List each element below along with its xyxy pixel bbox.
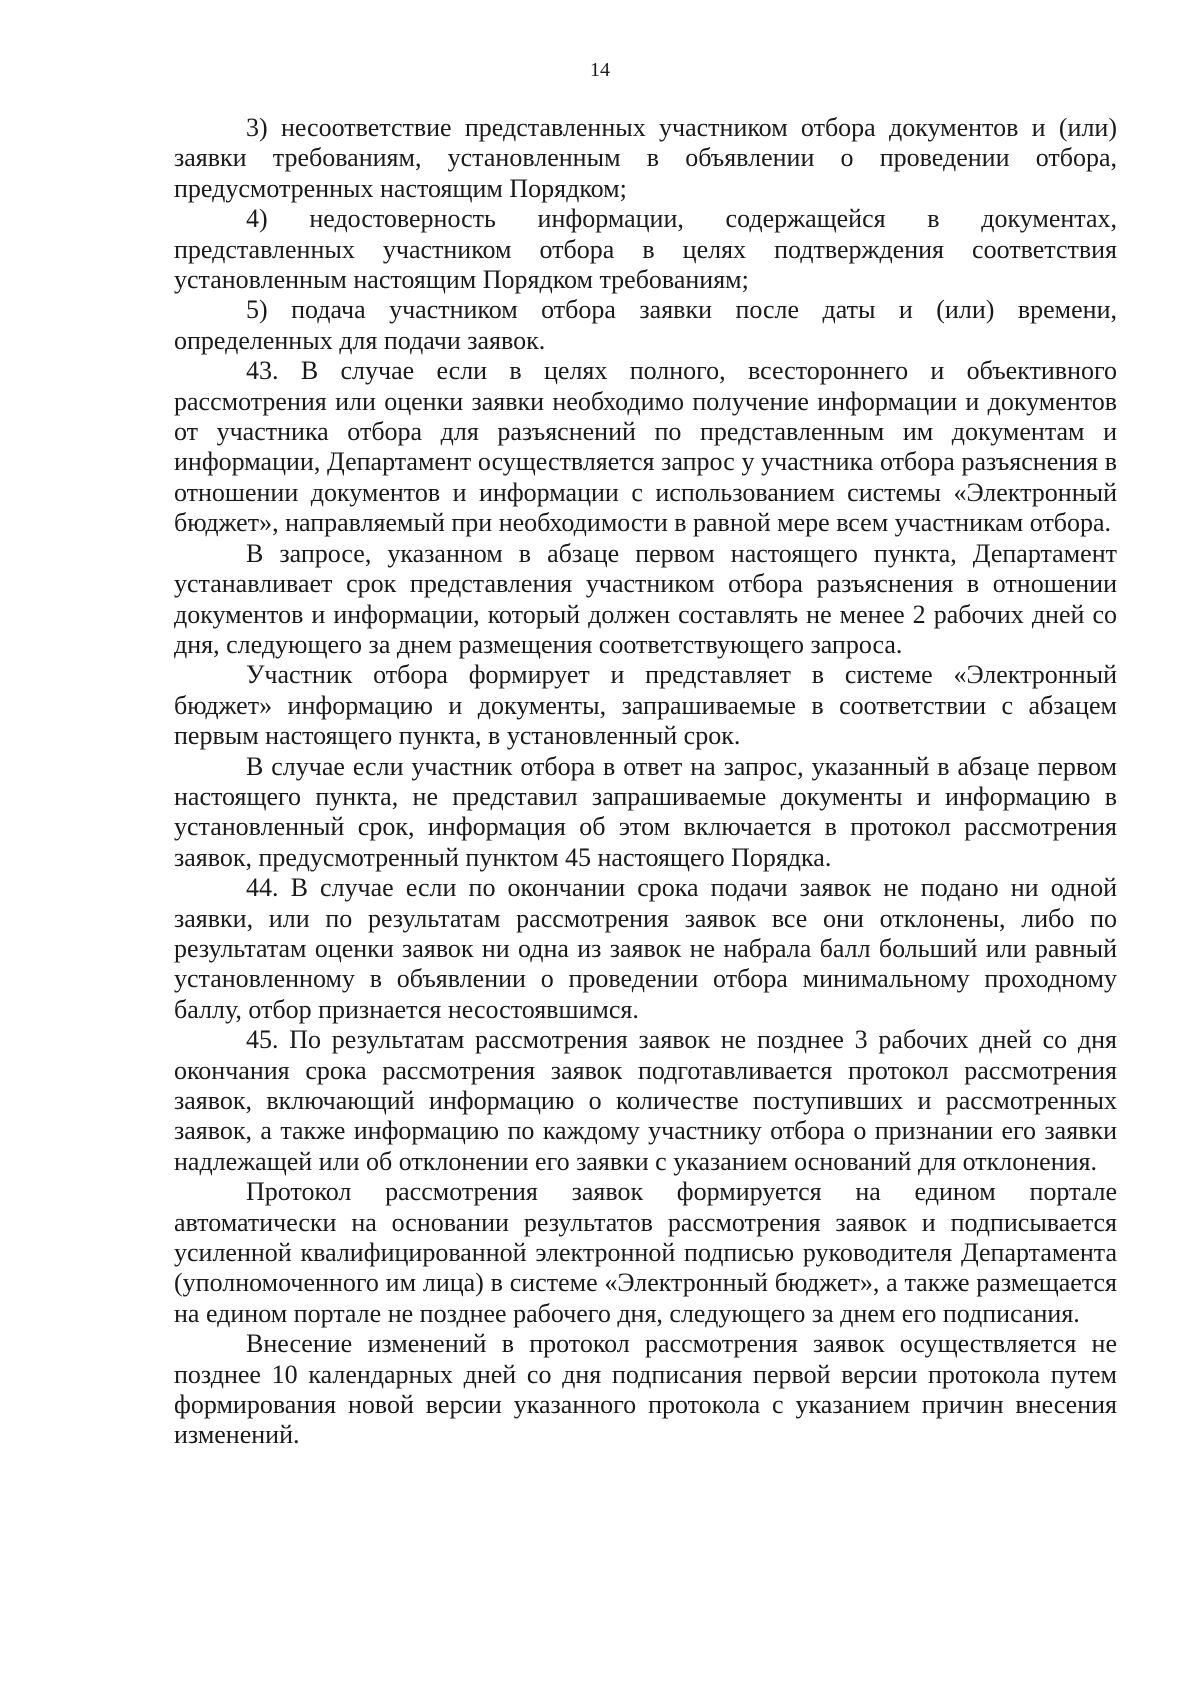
paragraph-item-3: 3) несоответствие представленных участником отбора документов и (или) заявки требованиям, установленным в объявлении о проведении отбора, предусмотренных настоящим Порядком; [174,113,1117,203]
paragraph-clause-43-participant-response: Участник отбора формирует и представляет в системе «Электронный бюджет» информацию и документы, запрашиваемые в соответствии с абзацем первым настоящего пункта, в установленный срок. [174,660,1117,751]
paragraph-clause-45-protocol: Протокол рассмотрения заявок формируется на едином портале автоматически на основании результатов рассмотрения заявок и подписывается усиленной квалифицированной электронной подписью руководителя Департамента (уполномоченного им лица) в системе «Электронный бюджет», а также размещается на едином портале не позднее рабочего дня, следующего за днем его подписания. [174,1177,1117,1328]
page-number: 14 [590,59,610,81]
paragraph-clause-43: 43. В случае если в целях полного, всестороннего и объективного рассмотрения или оценки заявки необходимо получение информации и документов от участника отбора для разъяснений по представленным им документам и информации, Департамент осуществляется запрос у участника отбора разъяснения в отношении документов и информации с использованием системы «Электронный бюджет», направляемый при необходимости в равной мере всем участникам отбора. [174,356,1117,538]
paragraph-item-4: 4) недостоверность информации, содержащейся в документах, представленных участником отбора в целях подтверждения соответствия установленным настоящим Порядком требованиям; [174,204,1117,295]
paragraph-clause-43-request-deadline: В запросе, указанном в абзаце первом настоящего пункта, Департамент устанавливает срок представления участником отбора разъяснения в отношении документов и информации, который должен составлять не менее 2 рабочих дней со дня, следующего за днем размещения соответствующего запроса. [174,538,1117,659]
paragraph-clause-43-no-response: В случае если участник отбора в ответ на запрос, указанный в абзаце первом настоящего пункта, не представил запрашиваемые документы и информацию в установленный срок, информация об этом включается в протокол рассмотрения заявок, предусмотренный пунктом 45 настоящего Порядка. [174,751,1117,872]
paragraph-clause-45: 45. По результатам рассмотрения заявок не позднее 3 рабочих дней со дня окончания срока рассмотрения заявок подготавливается протокол рассмотрения заявок, включающий информацию о количестве поступивших и рассмотренных заявок, а также информацию по каждому участнику отбора о признании его заявки надлежащей или об отклонении его заявки с указанием оснований для отклонения. [174,1025,1117,1176]
paragraph-clause-45-amendments: Внесение изменений в протокол рассмотрения заявок осуществляется не позднее 10 календарных дней со дня подписания первой версии протокола путем формирования новой версии указанного протокола с указанием причин внесения изменений. [174,1329,1117,1450]
document-body [174,113,1117,1451]
paragraph-clause-44: 44. В случае если по окончании срока подачи заявок не подано ни одной заявки, или по результатам рассмотрения заявок все они отклонены, либо по результатам оценки заявок ни одна из заявок не набрала балл больший или равный установленному в объявлении о проведении отбора минимальному проходному баллу, отбор признается несостоявшимся. [174,873,1117,1024]
paragraph-item-5: 5) подача участником отбора заявки после даты и (или) времени, определенных для подачи заявок. [174,295,1117,355]
